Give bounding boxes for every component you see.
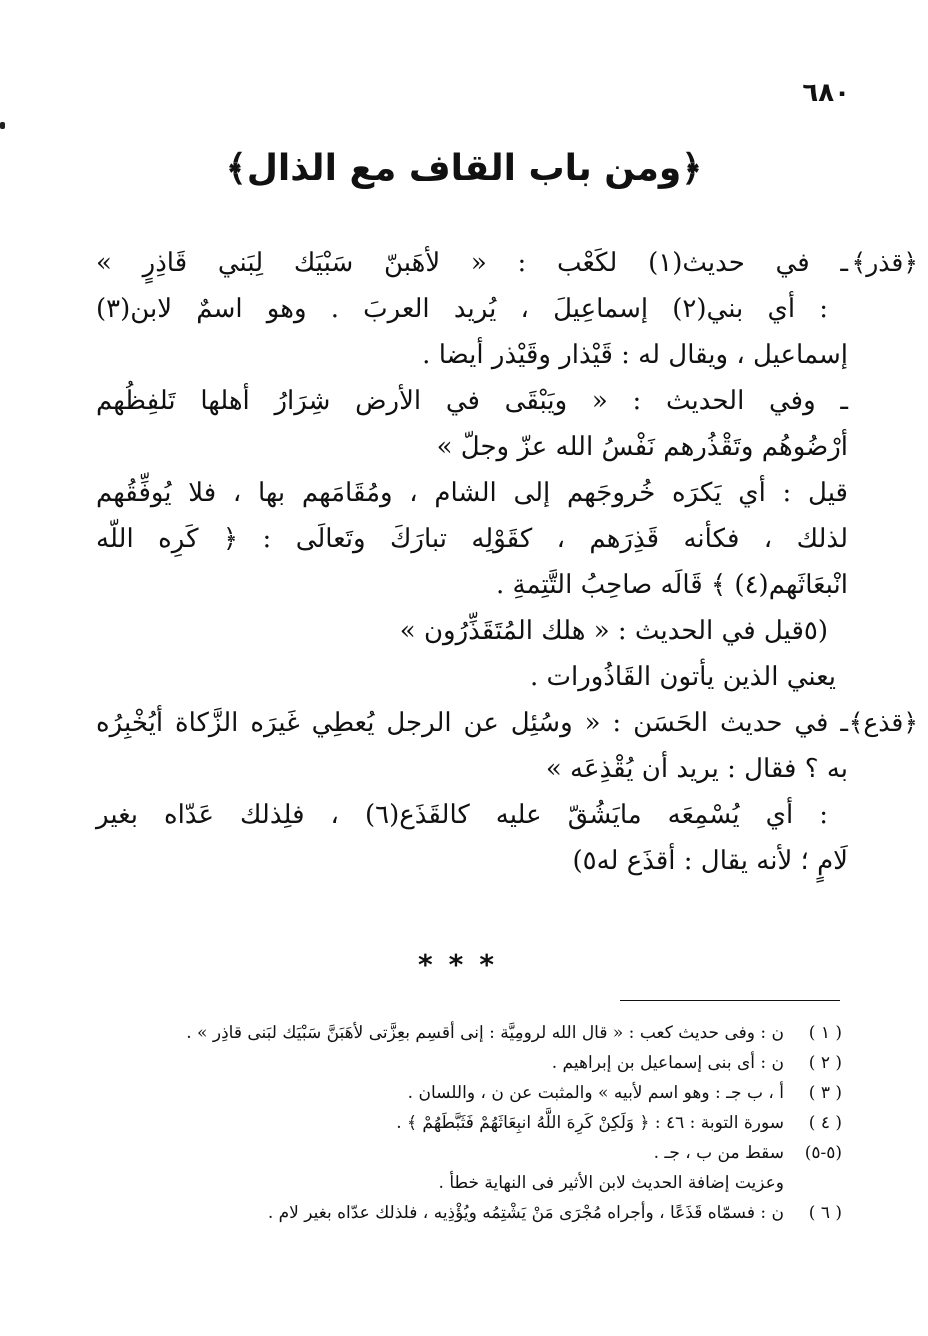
footnote-text: سقط من ب ، جـ . [653, 1143, 784, 1163]
entry-line: ـ في حديث الحَسَن : « وسُئِل عن الرجل يُعطِي غَيرَه الزَّكاة أيُخْبِرُه [96, 708, 848, 738]
footnote-text: أ ، ب جـ : وهو اسم لأبيه » والمثبت عن ن ، واللسان . [407, 1083, 784, 1103]
entry-line: به ؟ فقال : يريد أن يُقْذِعَه » [545, 754, 848, 784]
entry-line: يعني الذين يأتون القَاذُورات . [530, 662, 836, 692]
footnote [90, 1108, 842, 1138]
scan-edge-mark [0, 122, 5, 129]
entry-line: (٥قيل في الحديث : « هلك المُتَقَذِّرُون » [399, 616, 828, 646]
chapter-title: ﴿ومن باب القاف مع الذال﴾ [225, 148, 703, 189]
entry-qadha [96, 700, 918, 884]
footnotes [90, 1018, 842, 1228]
entry-headword: ﴿قذر﴾ [851, 248, 918, 277]
footnote [90, 1198, 842, 1228]
footnote-number: ( ٣ ) [808, 1083, 842, 1103]
entry-line: إسماعيل ، ويقال له : قَيْذار وقَيْذر أيضا . [422, 340, 848, 370]
footnote-number: ( ٦ ) [808, 1203, 842, 1223]
dictionary-entries [96, 240, 918, 884]
entry-line: لذلك ، فكأنه قَذِرَهم ، كقَوْلِه تبارَكَ وتَعالَى : ﴿ كَرِه اللّه [96, 524, 848, 554]
entry-line: أرْضُوهُم وتَقْذُرهم نَفْسُ الله عزّ وجلّ » [436, 432, 848, 462]
page-number: ٦٨٠ [802, 78, 850, 108]
footnote-text: وعزيت إضافة الحديث لابن الأثير فى النهاية خطأ . [438, 1173, 784, 1193]
entry-line: ـ وفي الحديث : « ويَبْقَى في الأرض شِرَارُ أهلها تَلفِظُهم [96, 386, 848, 416]
entry-line: : أي يُسْمِعَه مايَشُقّ عليه كالقَذَع(٦) ، فلِذلك عَدّاه بغير [96, 800, 828, 830]
entry-line: قيل : أي يَكرَه خُروجَهم إلى الشام ، ومُقَامَهم بها ، فلا يُوفِّقُهم [96, 478, 848, 508]
footnote-text: ن : فسمّاه قَذَعًا ، وأجراه مُجْرَى مَنْ يَشْتِمُه ويُؤْذِيه ، فلذلك عدّاه بغير لام . [267, 1203, 784, 1223]
entry-line: ـ في حديث(١) لكَعْب : « لأهَبنّ سَبْيَك لِبَني قَاذِرٍ » [96, 248, 848, 278]
footnote-continuation [90, 1168, 842, 1198]
entry-qadhar [96, 240, 918, 700]
footnote [90, 1078, 842, 1108]
entry-headword: ﴿قذع﴾ [848, 708, 918, 737]
footnote-text: سورة التوبة : ٤٦ : ﴿ وَلَكِنْ كَرِهَ اللَّهُ انبِعَاثَهُمْ فَثَبَّطَهُمْ ﴾ . [396, 1113, 784, 1133]
entry-line: انْبعَاثَهم(٤) ﴾ قَالَه صاحِبُ التَّتِمةِ . [495, 570, 848, 600]
footnote-number: ( ١ ) [808, 1023, 842, 1043]
footnote [90, 1018, 842, 1048]
footnote [90, 1138, 842, 1168]
footnote-number: ( ٢ ) [808, 1053, 842, 1073]
entry-line: لَامٍ ؛ لأنه يقال : أقذَع له٥) [572, 846, 848, 876]
footnote-text: ن : وفى حديث كعب : « قال الله لرومِيَّة : إنى أقسِم بعِزَّتى لأهَبَنَّ سَبْيَك لبَنى قاذِر » . [186, 1023, 784, 1043]
footnote-text: ن : أى بنى إسماعيل بن إبراهيم . [551, 1053, 784, 1073]
footnote-number: (٥-٥) [804, 1143, 842, 1163]
entry-line: : أي بني(٢) إسماعِيلَ ، يُريد العربَ . وهو اسمٌ لابن(٣) [96, 294, 828, 324]
footnote [90, 1048, 842, 1078]
footnote-rule [620, 1000, 840, 1001]
footnote-number: ( ٤ ) [808, 1113, 842, 1133]
section-divider: *** [418, 948, 510, 981]
